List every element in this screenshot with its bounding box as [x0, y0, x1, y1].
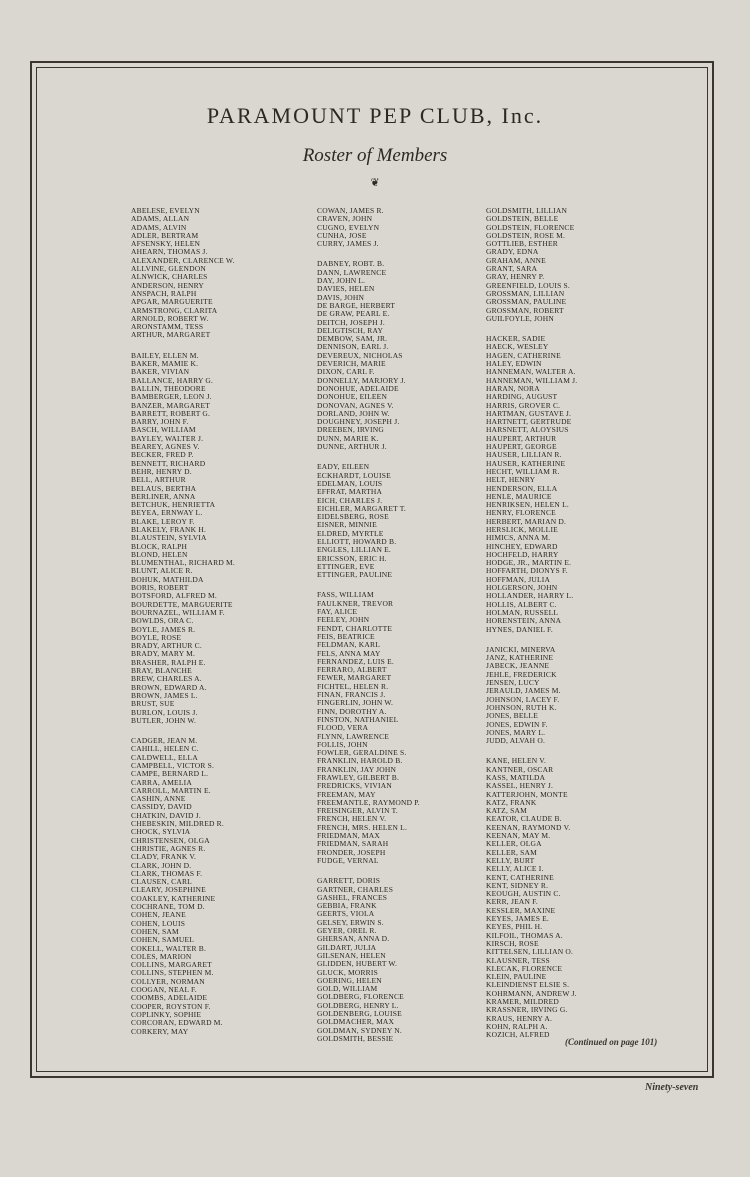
member-name: FOWLER, GERALDINE S.	[317, 748, 407, 758]
member-name: COLLINS, STEPHEN M.	[131, 968, 214, 978]
member-name: JONES, BELLE	[486, 711, 538, 721]
member-name: HENRIKSEN, HELEN L.	[486, 500, 569, 510]
member-name: KENT, CATHERINE	[486, 872, 554, 882]
member-name: GOLDMAN, SYDNEY N.	[317, 1025, 402, 1035]
member-name: KEYES, PHIL H.	[486, 922, 543, 932]
member-name: HIMICS, ANNA M.	[486, 533, 551, 543]
member-name: JONES, EDWIN F.	[486, 719, 548, 729]
member-name: FOLLIS, JOHN	[317, 739, 368, 749]
member-name: BAYLEY, WALTER J.	[131, 433, 204, 443]
member-name: DREEBEN, IRVING	[317, 425, 384, 435]
member-name: BENNETT, RICHARD	[131, 458, 206, 468]
member-name: DONOHUE, ADELAIDE	[317, 383, 399, 393]
member-name: BAKER, VIVIAN	[131, 367, 190, 377]
member-name: DONNELLY, MARJORY J.	[317, 375, 406, 385]
member-name: ANDERSON, HENRY	[131, 280, 205, 290]
member-name: GLIDDEN, HUBERT W.	[317, 959, 398, 969]
member-name: DONOVAN, AGNES V.	[317, 400, 394, 410]
member-name: BETCHUK, HENRIETTA	[131, 500, 216, 510]
member-name: GROSSMAN, LILLIAN	[486, 288, 565, 298]
member-name: COOMBS, ADELAIDE	[131, 993, 208, 1003]
member-name: HARSNETT, ALOYSIUS	[486, 425, 569, 435]
member-name: BLAKE, LEROY F.	[131, 516, 195, 526]
member-name: ETTINGER, EVE	[317, 561, 375, 571]
member-name: GOERING, HELEN	[317, 975, 382, 985]
member-name: KELLER, SAM	[486, 847, 537, 857]
member-name: BARRY, JOHN F.	[131, 417, 189, 427]
member-name: BLOCK, RALPH	[131, 541, 188, 551]
member-name: EICH, CHARLES J.	[317, 495, 383, 505]
member-name: KLECAK, FLORENCE	[486, 963, 563, 973]
member-name: BREW, CHARLES A.	[131, 674, 202, 684]
member-name: COAKLEY, KATHERINE	[131, 893, 216, 903]
member-name: ERICSSON, ERIC H.	[317, 553, 387, 563]
member-name: GOLDBERG, FLORENCE	[317, 992, 404, 1002]
member-name: KEYES, JAMES E.	[486, 914, 550, 924]
member-name: ARMSTRONG, CLARITA	[131, 305, 218, 315]
member-name: CUGNO, EVELYN	[317, 222, 380, 232]
member-name: CASHIN, ANNE	[131, 794, 186, 804]
member-name: BAKER, MAMIE K.	[131, 359, 199, 369]
member-name: HAECK, WESLEY	[486, 342, 549, 352]
member-name: CAMPBELL, VICTOR S.	[131, 761, 215, 770]
member-name: KITTELSEN, LILLIAN O.	[486, 947, 574, 957]
member-name: COHEN, LOUIS	[131, 918, 186, 928]
member-name: FELDMAN, KARL	[317, 640, 381, 650]
member-name: FRONDER, JOSEPH	[317, 847, 386, 857]
member-name: HARDING, AUGUST	[486, 392, 558, 402]
member-name: CORCORAN, EDWARD M.	[131, 1018, 223, 1028]
letter-group-gap	[131, 340, 306, 352]
member-name: KILFOIL, THOMAS A.	[486, 930, 563, 940]
member-name: COHEN, SAMUEL	[131, 935, 195, 945]
member-name: BAMBERGER, LEON J.	[131, 392, 212, 402]
ornament-icon: ❦	[370, 177, 380, 189]
member-name: HINCHEY, EDWARD	[486, 541, 558, 551]
member-name: BUTLER, JOHN W.	[131, 715, 197, 725]
member-name: DEVERICH, MARIE	[317, 359, 386, 369]
member-name: BROWN, JAMES L.	[131, 690, 198, 700]
member-name: GOLDSMITH, BESSIE	[317, 1033, 394, 1043]
member-name: FRENCH, MRS. HELEN L.	[317, 822, 408, 832]
member-name: ECKHARDT, LOUISE	[317, 470, 391, 480]
member-name: BLOND, HELEN	[131, 549, 188, 559]
member-name: HENDERSON, ELLA	[486, 483, 558, 493]
member-name: DEVEREUX, NICHOLAS	[317, 350, 403, 360]
member-name: CAMPE, BERNARD L.	[131, 769, 209, 779]
member-name: FELS, ANNA MAY	[317, 648, 381, 658]
member-name: HARTMAN, GUSTAVE J.	[486, 408, 572, 418]
member-name: CLARK, JOHN D.	[131, 860, 192, 870]
member-name: JONES, MARY L.	[486, 727, 546, 737]
member-name: COWAN, JAMES R.	[317, 206, 384, 215]
member-name: CARROLL, MARTIN E.	[131, 785, 211, 795]
member-name: GOLDSTEIN, BELLE	[486, 214, 559, 224]
member-name: COPLINKY, SOPHIE	[131, 1009, 202, 1019]
member-name: BRUST, SUE	[131, 699, 175, 709]
member-name: FINSTON, NATHANIEL	[317, 714, 399, 724]
member-name: FLOOD, VERA	[317, 723, 369, 733]
member-name: HAUPERT, ARTHUR	[486, 433, 557, 443]
member-name: COHEN, JEANE	[131, 910, 186, 920]
member-name: HOFFARTH, DIONYS F.	[486, 566, 568, 576]
member-name: ELDRED, MYRTLE	[317, 528, 384, 538]
member-name: ARNOLD, ROBERT W.	[131, 313, 209, 323]
member-name: GROSSMAN, ROBERT	[486, 305, 564, 315]
member-name: KRAUS, HENRY A.	[486, 1013, 553, 1023]
member-column-2	[317, 207, 492, 1043]
member-name: BERLINER, ANNA	[131, 491, 196, 501]
member-name: BLUMENTHAL, RICHARD M.	[131, 558, 235, 568]
member-name: FRIEDMAN, MAX	[317, 831, 381, 841]
member-name: CLAUSEN, CARL	[131, 877, 192, 887]
member-name: KATZ, SAM	[486, 806, 527, 816]
member-name: GOLDSTEIN, ROSE M.	[486, 230, 566, 240]
member-name: GRAY, HENRY P.	[486, 272, 545, 282]
member-name: KENT, SIDNEY R.	[486, 880, 549, 890]
member-name: DAY, JOHN L.	[317, 276, 366, 286]
member-name: GILDART, JULIA	[317, 942, 377, 952]
member-name: FREEMANTLE, RAYMOND P.	[317, 797, 420, 807]
member-name: CRAVEN, JOHN	[317, 214, 373, 224]
member-name: GEBBIA, FRANK	[317, 901, 377, 911]
member-name: BROWN, EDWARD A.	[131, 682, 207, 692]
member-name: BOTSFORD, ALFRED M.	[131, 591, 217, 601]
member-name: KASSEL, HENRY J.	[486, 781, 554, 791]
member-name: HAUSER, LILLIAN R.	[486, 450, 562, 460]
member-name: GEYER, OREL R.	[317, 926, 377, 936]
member-name: HENRY, FLORENCE	[486, 508, 556, 518]
member-name: HARRIS, GROVER C.	[486, 400, 561, 410]
member-name: DELIGTISCH, RAY	[317, 325, 384, 335]
member-name: DONOHUE, EILEEN	[317, 392, 388, 402]
member-name: BRAY, BLANCHE	[131, 666, 192, 676]
member-name: FRIEDMAN, SARAH	[317, 839, 389, 849]
member-name: CAHILL, HELEN C.	[131, 744, 199, 754]
member-name: HANNEMAN, WILLIAM J.	[486, 375, 578, 385]
member-name: EADY, EILEEN	[317, 462, 370, 472]
member-name: GOLDSTEIN, FLORENCE	[486, 222, 575, 232]
member-name: EICHLER, MARGARET T.	[317, 503, 407, 513]
member-name: KATZ, FRANK	[486, 797, 537, 807]
member-name: GOLDENBERG, LOUISE	[317, 1009, 402, 1019]
member-name: GROSSMAN, PAULINE	[486, 297, 567, 307]
member-name: HORENSTEIN, ANNA	[486, 616, 562, 626]
member-name: FASS, WILLIAM	[317, 590, 374, 600]
member-name: ALLVINE, GLENDON	[131, 264, 206, 274]
member-name: FERRARO, ALBERT	[317, 665, 387, 675]
member-name: GLUCK, MORRIS	[317, 967, 378, 977]
member-name: DAVIES, HELEN	[317, 284, 375, 294]
member-name: CORKERY, MAY	[131, 1026, 189, 1036]
member-name: HARAN, NORA	[486, 383, 540, 393]
member-name: JOHNSON, RUTH K.	[486, 702, 557, 712]
member-name: GREENFIELD, LOUIS S.	[486, 280, 570, 290]
member-name: DAVIS, JOHN	[317, 292, 365, 302]
member-name: KLEINDIENST ELSIE S.	[486, 980, 570, 990]
member-name: CURRY, JAMES J.	[317, 239, 379, 249]
member-name: HYNES, DANIEL F.	[486, 624, 553, 634]
member-name: BELAUS, BERTHA	[131, 483, 197, 493]
member-name: GOLDMACHER, MAX	[317, 1017, 395, 1027]
member-name: DOUGHNEY, JOSEPH J.	[317, 417, 400, 427]
member-name: KATTERJOHN, MONTE	[486, 789, 568, 799]
member-name: HELT, HENRY	[486, 475, 536, 485]
member-name: COKELL, WALTER B.	[131, 943, 207, 953]
member-name: KELLY, BURT	[486, 855, 535, 865]
member-name: KASS, MATILDA	[486, 773, 546, 782]
member-name: HERBERT, MARIAN D.	[486, 516, 567, 526]
member-name: GASHEL, FRANCES	[317, 892, 388, 902]
member-name: GILSENAN, HELEN	[317, 950, 386, 960]
member-name: FAY, ALICE	[317, 607, 358, 617]
member-name: BLUNT, ALICE R.	[131, 566, 193, 576]
member-name: GELSEY, ERWIN S.	[317, 917, 384, 927]
member-name: BECKER, FRED P.	[131, 450, 194, 460]
member-name: BASCH, WILLIAM	[131, 425, 196, 435]
member-name: HAGEN, CATHERINE	[486, 350, 561, 360]
member-name: CASSIDY, DAVID	[131, 802, 192, 812]
member-name: DENNISON, EARL J.	[317, 342, 389, 352]
member-name: BEAREY, AGNES V.	[131, 442, 200, 452]
member-name: BRASHER, RALPH E.	[131, 657, 206, 667]
page-number: Ninety-seven	[645, 1082, 699, 1093]
member-name: BOURDETTE, MARGUERITE	[131, 599, 233, 609]
member-name: FRAWLEY, GILBERT B.	[317, 773, 400, 782]
member-name: HENLE, MAURICE	[486, 491, 552, 501]
member-name: GRADY, EDNA	[486, 247, 539, 257]
member-name: FEWER, MARGARET	[317, 673, 392, 683]
member-name: DABNEY, ROBT. B.	[317, 259, 385, 269]
member-name: KOZICH, ALFRED	[486, 1030, 550, 1040]
member-name: FAULKNER, TREVOR	[317, 598, 394, 608]
member-name: BEHR, HENRY D.	[131, 466, 192, 476]
member-name: HACKER, SADIE	[486, 334, 546, 344]
member-column-1	[131, 207, 306, 1036]
member-name: GUILFOYLE, JOHN	[486, 313, 554, 323]
member-name: JENSEN, LUCY	[486, 678, 540, 688]
member-name: DEITCH, JOSEPH J.	[317, 317, 385, 327]
member-name: DUNNE, ARTHUR J.	[317, 442, 387, 452]
member-name: GOLDSMITH, LILLIAN	[486, 206, 568, 215]
member-name: KELLY, ALICE I.	[486, 864, 544, 874]
member-name: BOYLE, JAMES R.	[131, 624, 196, 634]
member-name: FLYNN, LAWRENCE	[317, 731, 390, 741]
member-name: KEENAN, RAYMOND V.	[486, 822, 571, 832]
member-name: EISNER, MINNIE	[317, 520, 377, 530]
member-name: CLEARY, JOSEPHINE	[131, 885, 206, 895]
member-name: ARTHUR, MARGARET	[131, 330, 211, 340]
member-name: BORIS, ROBERT	[131, 583, 189, 593]
member-name: CUNHA, JOSE	[317, 230, 367, 240]
member-name: CARRA, AMELIA	[131, 777, 192, 787]
member-name: COLLINS, MARGARET	[131, 960, 212, 970]
member-name: BALLANCE, HARRY G.	[131, 375, 214, 385]
member-name: FEELEY, JOHN	[317, 615, 370, 625]
member-name: KERR, JEAN F.	[486, 897, 539, 907]
member-name: BURLON, LOUIS J.	[131, 707, 198, 717]
member-name: GRAHAM, ANNE	[486, 255, 546, 265]
member-name: EDELMAN, LOUIS	[317, 478, 383, 488]
roster-subtitle: Roster of Members	[302, 145, 448, 166]
member-name: DORLAND, JOHN W.	[317, 408, 390, 418]
member-name: KRAMER, MILDRED	[486, 997, 560, 1007]
member-name: BRADY, MARY M.	[131, 649, 196, 659]
member-name: GEERTS, VIOLA	[317, 909, 375, 919]
member-name: DE GRAW, PEARL E.	[317, 309, 390, 319]
member-name: GARRETT, DORIS	[317, 876, 381, 886]
member-name: EFFRAT, MARTHA	[317, 487, 383, 497]
member-name: ETTINGER, PAULINE	[317, 570, 393, 580]
member-name: ALEXANDER, CLARENCE W.	[131, 255, 235, 265]
member-name: BOURNAZEL, WILLIAM F.	[131, 607, 225, 617]
member-name: FRANKLIN, HAROLD B.	[317, 756, 403, 766]
member-name: FERNANDEZ, LUIS E.	[317, 656, 394, 666]
member-name: BOHUK, MATHILDA	[131, 574, 204, 584]
member-name: COHEN, SAM	[131, 926, 179, 936]
member-name: CHEBESKIN, MILDRED R.	[131, 819, 224, 829]
member-name: HOCHFELD, HARRY	[486, 549, 559, 559]
member-name: KIRSCH, ROSE	[486, 938, 539, 948]
member-name: FINGERLIN, JOHN W.	[317, 698, 394, 708]
member-name: ADAMS, ALLAN	[131, 214, 190, 224]
member-name: ENGLES, LILLIAN E.	[317, 545, 392, 555]
member-name: FICHTEL, HELEN R.	[317, 681, 389, 691]
member-name: DUNN, MARIE K.	[317, 433, 379, 443]
member-name: HOLLIS, ALBERT C.	[486, 599, 557, 609]
member-name: ELLIOTT, HOWARD B.	[317, 536, 397, 546]
member-name: ANSPACH, RALPH	[131, 288, 197, 298]
member-name: KRASSNER, IRVING G.	[486, 1005, 568, 1015]
member-name: HOLLANDER, HARRY L.	[486, 591, 574, 601]
member-name: HANNEMAN, WALTER A.	[486, 367, 576, 377]
member-name: FINN, DOROTHY A.	[317, 706, 387, 716]
member-name: KESSLER, MAXINE	[486, 905, 556, 915]
continued-note: (Continued on page 101)	[565, 1037, 658, 1047]
member-name: CHRISTENSEN, OLGA	[131, 835, 210, 845]
member-name: ADAMS, ALVIN	[131, 222, 187, 232]
member-name: HALEY, EDWIN	[486, 359, 542, 369]
member-name: HERSLICK, MOLLIE	[486, 524, 558, 534]
member-name: FINAN, FRANCIS J.	[317, 690, 386, 700]
member-name: BANZER, MARGARET	[131, 400, 211, 410]
member-name: GRANT, SARA	[486, 264, 538, 274]
member-name: KELLER, OLGA	[486, 839, 542, 849]
member-name: JANZ, KATHERINE	[486, 653, 554, 663]
member-name: JEHLE, FREDERICK	[486, 669, 557, 679]
member-name: HOLMAN, RUSSELL	[486, 607, 559, 617]
member-name: CALDWELL, ELLA	[131, 752, 198, 762]
member-name: KLEIN, PAULINE	[486, 972, 547, 982]
member-name: CADGER, JEAN M.	[131, 736, 198, 746]
member-name: CHATKIN, DAVID J.	[131, 810, 201, 820]
member-name: GHERSAN, ANNA D.	[317, 934, 390, 944]
club-title: PARAMOUNT PEP CLUB, Inc.	[206, 103, 544, 128]
member-name: COLLYER, NORMAN	[131, 976, 205, 986]
member-name: JOHNSON, LACEY F.	[486, 694, 560, 704]
member-column-3	[486, 207, 661, 1040]
member-name: JANICKI, MINERVA	[486, 644, 556, 654]
member-name: ALNWICK, CHARLES	[131, 272, 208, 282]
member-name: GOLD, WILLIAM	[317, 984, 378, 994]
member-name: DIXON, CARL F.	[317, 367, 375, 377]
member-name: CLARK, THOMAS F.	[131, 868, 203, 878]
member-name: ABELESE, EVELYN	[131, 206, 200, 215]
member-name: DANN, LAWRENCE	[317, 267, 387, 277]
member-name: AHEARN, THOMAS J.	[131, 247, 208, 257]
member-name: HAUPERT, GEORGE	[486, 442, 557, 452]
member-name: COLES, MARION	[131, 951, 192, 961]
member-name: KOHN, RALPH A.	[486, 1021, 548, 1031]
member-name: KOHRMANN, ANDREW J.	[486, 988, 577, 998]
member-name: BELL, ARTHUR	[131, 475, 186, 485]
member-name: BALLIN, THEODORE	[131, 383, 206, 393]
member-name: BOWLDS, ORA C.	[131, 616, 194, 626]
member-name: FRENCH, HELEN V.	[317, 814, 387, 824]
member-name: FREDRICKS, VIVIAN	[317, 781, 392, 791]
member-name: KANTNER, OSCAR	[486, 764, 554, 774]
member-name: FREISINGER, ALVIN T.	[317, 806, 398, 816]
member-name: KEOUGH, AUSTIN C.	[486, 889, 561, 899]
member-name: JABECK, JEANNE	[486, 661, 550, 671]
member-name: COOPER, ROYSTON F.	[131, 1001, 211, 1011]
member-name: HARTNETT, GERTRUDE	[486, 417, 572, 427]
member-name: HODGE, JR., MARTIN E.	[486, 558, 572, 568]
member-name: BRADY, ARTHUR C.	[131, 641, 202, 651]
member-name: CHOCK, SYLVIA	[131, 827, 191, 837]
member-name: GARTNER, CHARLES	[317, 884, 394, 894]
member-name: HOFFMAN, JULIA	[486, 574, 551, 584]
member-name: FEIS, BEATRICE	[317, 631, 375, 641]
member-name: CHRISTIE, AGNES R.	[131, 843, 206, 853]
member-name: HAUSER, KATHERINE	[486, 458, 566, 468]
member-name: BEYEA, ERNWAY L.	[131, 508, 203, 518]
member-name: BAILEY, ELLEN M.	[131, 350, 199, 360]
member-name: APGAR, MARGUERITE	[131, 297, 213, 307]
member-name: JUDD, ALVAH O.	[486, 736, 546, 746]
member-name: DEMBOW, SAM, JR.	[317, 334, 388, 344]
member-name: KEENAN, MAY M.	[486, 831, 551, 841]
member-name: FREEMAN, MAY	[317, 789, 376, 799]
member-name: EIDELSBERG, ROSE	[317, 512, 389, 522]
member-name: AFSENSKY, HELEN	[131, 239, 201, 249]
member-name: HOLGERSON, JOHN	[486, 583, 558, 593]
member-name: COCHRANE, TOM D.	[131, 902, 205, 912]
member-name: KEATOR, CLAUDE B.	[486, 814, 562, 824]
member-name: GOLDBERG, HENRY L.	[317, 1000, 399, 1010]
member-name: ADLER, BERTRAM	[131, 230, 199, 240]
member-name: GOTTLIEB, ESTHER	[486, 239, 558, 249]
member-name: HECHT, WILLIAM R.	[486, 466, 560, 476]
member-name: KANE, HELEN V.	[486, 756, 547, 766]
member-name: FUDGE, VERNAL	[317, 855, 379, 865]
member-name: FRANKLIN, JAY JOHN	[317, 764, 397, 774]
member-name: KLAUSNER, TESS	[486, 955, 550, 965]
member-name: BLAUSTEIN, SYLVIA	[131, 533, 207, 543]
member-name: BOYLE, ROSE	[131, 632, 182, 642]
member-name: DE BARGE, HERBERT	[317, 300, 396, 310]
member-name: BARRETT, ROBERT G.	[131, 408, 211, 418]
member-name: ARONSTAMM, TESS	[131, 322, 204, 332]
member-name: COOGAN, NEAL F.	[131, 985, 197, 995]
member-name: BLAKELY, FRANK H.	[131, 524, 207, 534]
member-name: JERAULD, JAMES M.	[486, 686, 561, 696]
member-name: CLADY, FRANK V.	[131, 852, 197, 862]
member-name: FENDT, CHARLOTTE	[317, 623, 393, 633]
